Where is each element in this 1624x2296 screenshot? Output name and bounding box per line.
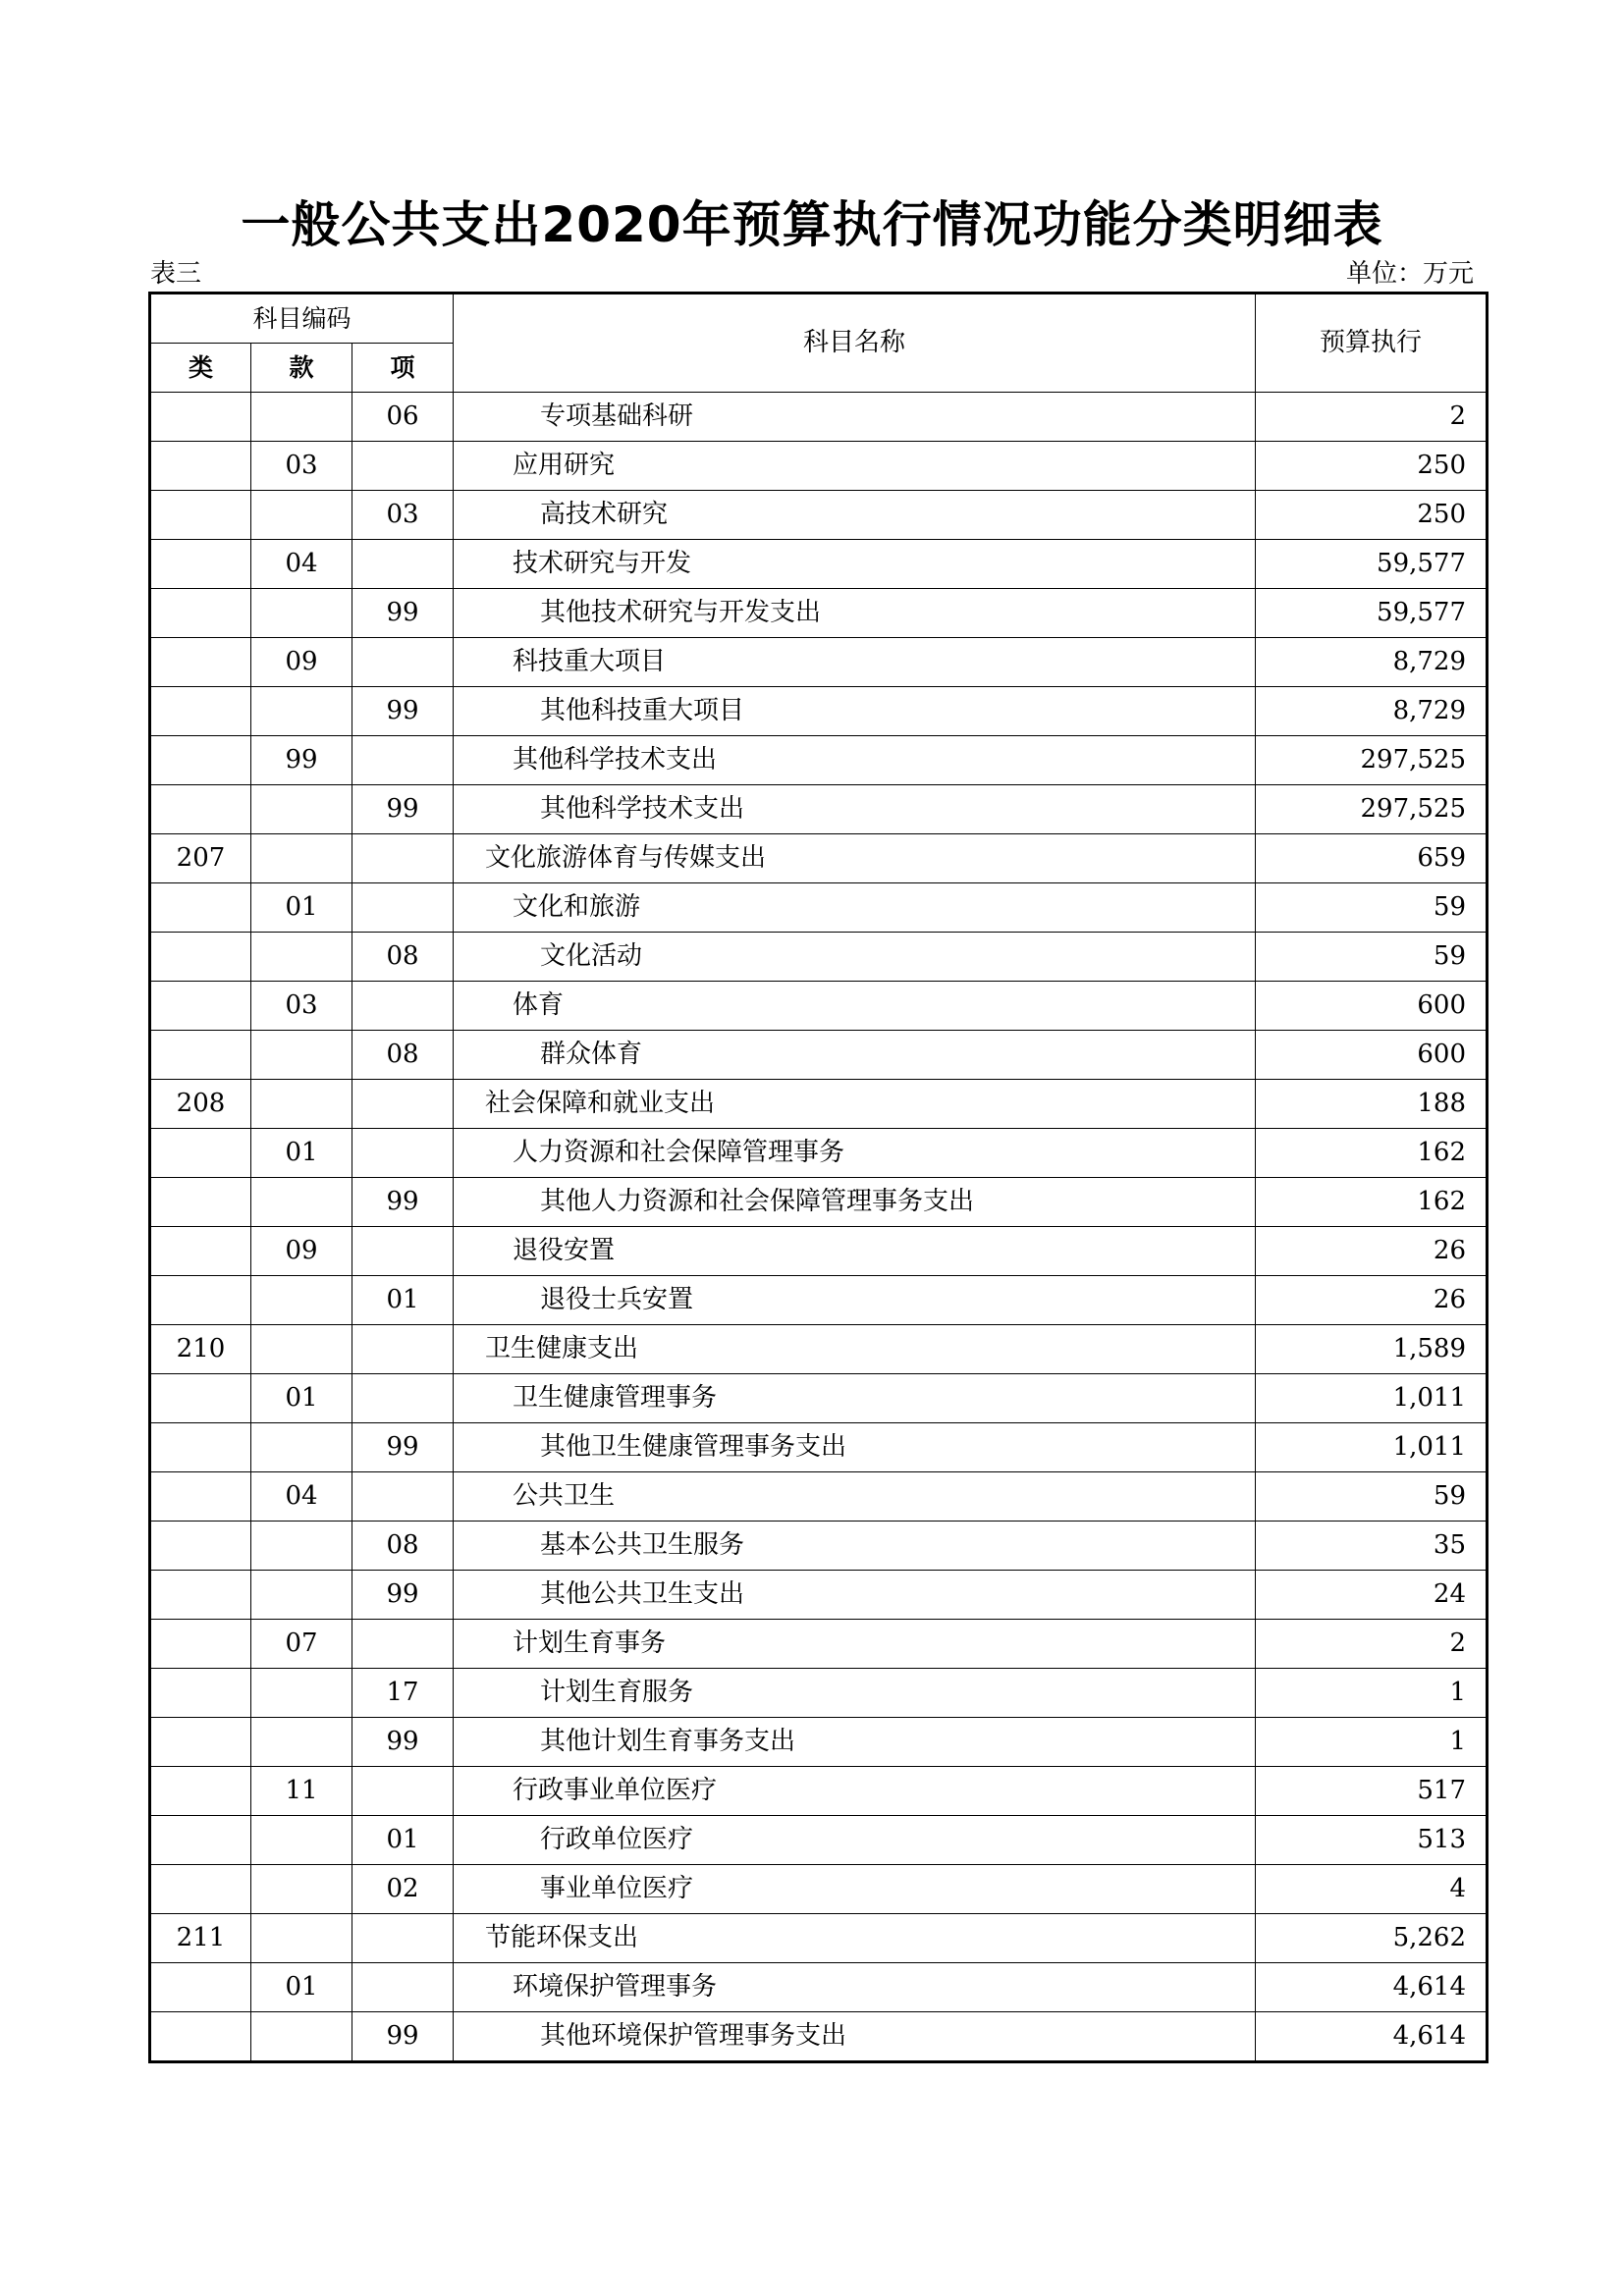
cell-amount: 162 — [1256, 1178, 1488, 1227]
cell-amount: 162 — [1256, 1129, 1488, 1178]
cell-xiang — [352, 1080, 454, 1129]
cell-kuan: 99 — [251, 736, 352, 785]
table-header — [150, 294, 1488, 393]
cell-kuan — [251, 1571, 352, 1620]
cell-name: 其他计划生育事务支出 — [454, 1718, 1256, 1767]
cell-kuan: 01 — [251, 1129, 352, 1178]
cell-kuan — [251, 1865, 352, 1914]
cell-amount: 297,525 — [1256, 785, 1488, 834]
cell-name: 其他科学技术支出 — [454, 736, 1256, 785]
cell-kuan: 01 — [251, 1963, 352, 2012]
table-row — [150, 1129, 1488, 1178]
cell-amount: 59 — [1256, 1472, 1488, 1522]
cell-amount: 59,577 — [1256, 540, 1488, 589]
cell-amount: 2 — [1256, 1620, 1488, 1669]
cell-lei — [150, 1423, 251, 1472]
cell-name: 事业单位医疗 — [454, 1865, 1256, 1914]
cell-xiang: 06 — [352, 393, 454, 442]
cell-xiang: 99 — [352, 2012, 454, 2062]
cell-kuan: 03 — [251, 982, 352, 1031]
cell-xiang: 08 — [352, 1031, 454, 1080]
cell-xiang — [352, 442, 454, 491]
table-row — [150, 1080, 1488, 1129]
cell-lei — [150, 2012, 251, 2062]
cell-lei — [150, 1963, 251, 2012]
cell-name: 卫生健康管理事务 — [454, 1374, 1256, 1423]
cell-xiang — [352, 736, 454, 785]
cell-amount: 24 — [1256, 1571, 1488, 1620]
table-row — [150, 1325, 1488, 1374]
table-row — [150, 442, 1488, 491]
cell-lei — [150, 883, 251, 933]
cell-amount: 59 — [1256, 933, 1488, 982]
cell-amount: 513 — [1256, 1816, 1488, 1865]
cell-amount: 2 — [1256, 393, 1488, 442]
cell-amount: 1,011 — [1256, 1423, 1488, 1472]
cell-amount: 4,614 — [1256, 2012, 1488, 2062]
header-name: 科目名称 — [454, 294, 1256, 393]
cell-amount: 188 — [1256, 1080, 1488, 1129]
cell-xiang: 99 — [352, 589, 454, 638]
cell-lei — [150, 1767, 251, 1816]
cell-amount: 4 — [1256, 1865, 1488, 1914]
table-body — [150, 393, 1488, 2062]
cell-kuan — [251, 1080, 352, 1129]
table-row — [150, 1374, 1488, 1423]
cell-kuan — [251, 785, 352, 834]
table-row — [150, 1718, 1488, 1767]
cell-amount: 1 — [1256, 1718, 1488, 1767]
cell-xiang — [352, 638, 454, 687]
cell-name: 应用研究 — [454, 442, 1256, 491]
cell-lei — [150, 1571, 251, 1620]
table-row — [150, 982, 1488, 1031]
cell-kuan — [251, 1325, 352, 1374]
cell-amount: 659 — [1256, 834, 1488, 883]
cell-xiang: 99 — [352, 1571, 454, 1620]
cell-name: 其他科技重大项目 — [454, 687, 1256, 736]
cell-amount: 5,262 — [1256, 1914, 1488, 1963]
cell-lei — [150, 1276, 251, 1325]
table-row — [150, 1472, 1488, 1522]
cell-lei: 208 — [150, 1080, 251, 1129]
cell-xiang: 01 — [352, 1816, 454, 1865]
cell-name: 技术研究与开发 — [454, 540, 1256, 589]
cell-amount: 59 — [1256, 883, 1488, 933]
table-row — [150, 785, 1488, 834]
cell-lei — [150, 785, 251, 834]
cell-xiang — [352, 1914, 454, 1963]
cell-name: 人力资源和社会保障管理事务 — [454, 1129, 1256, 1178]
table-row — [150, 1178, 1488, 1227]
cell-name: 科技重大项目 — [454, 638, 1256, 687]
table-row — [150, 1620, 1488, 1669]
cell-lei — [150, 1718, 251, 1767]
cell-amount: 26 — [1256, 1276, 1488, 1325]
table-row — [150, 834, 1488, 883]
cell-lei — [150, 982, 251, 1031]
table-row — [150, 687, 1488, 736]
cell-name: 公共卫生 — [454, 1472, 1256, 1522]
table-row — [150, 2012, 1488, 2062]
header-kuan: 款 — [251, 344, 352, 393]
cell-lei — [150, 589, 251, 638]
cell-xiang: 99 — [352, 1423, 454, 1472]
cell-xiang: 03 — [352, 491, 454, 540]
cell-name: 节能环保支出 — [454, 1914, 1256, 1963]
cell-kuan — [251, 589, 352, 638]
cell-xiang — [352, 1963, 454, 2012]
cell-name: 退役士兵安置 — [454, 1276, 1256, 1325]
cell-xiang — [352, 834, 454, 883]
cell-lei — [150, 1031, 251, 1080]
table-row — [150, 638, 1488, 687]
cell-amount: 8,729 — [1256, 638, 1488, 687]
cell-lei — [150, 933, 251, 982]
cell-kuan: 01 — [251, 1374, 352, 1423]
cell-kuan — [251, 1031, 352, 1080]
cell-kuan: 07 — [251, 1620, 352, 1669]
cell-xiang: 99 — [352, 785, 454, 834]
cell-amount: 297,525 — [1256, 736, 1488, 785]
cell-name: 计划生育服务 — [454, 1669, 1256, 1718]
cell-lei — [150, 540, 251, 589]
cell-lei — [150, 638, 251, 687]
table-row — [150, 1767, 1488, 1816]
cell-lei — [150, 1865, 251, 1914]
cell-name: 其他技术研究与开发支出 — [454, 589, 1256, 638]
table-row — [150, 589, 1488, 638]
cell-lei: 211 — [150, 1914, 251, 1963]
cell-kuan — [251, 393, 352, 442]
cell-kuan — [251, 1522, 352, 1571]
unit-label: 单位：万元 — [1345, 259, 1474, 289]
table-row — [150, 1963, 1488, 2012]
cell-name: 社会保障和就业支出 — [454, 1080, 1256, 1129]
table-row — [150, 1669, 1488, 1718]
cell-name: 专项基础科研 — [454, 393, 1256, 442]
cell-name: 其他科学技术支出 — [454, 785, 1256, 834]
cell-xiang — [352, 1325, 454, 1374]
cell-amount: 26 — [1256, 1227, 1488, 1276]
cell-xiang — [352, 1374, 454, 1423]
cell-xiang — [352, 1767, 454, 1816]
cell-name: 群众体育 — [454, 1031, 1256, 1080]
table-row — [150, 1276, 1488, 1325]
table-row — [150, 1571, 1488, 1620]
cell-kuan: 04 — [251, 540, 352, 589]
header-amount: 预算执行 — [1256, 294, 1488, 393]
table-row — [150, 1865, 1488, 1914]
table-row — [150, 491, 1488, 540]
cell-xiang: 08 — [352, 933, 454, 982]
cell-name: 基本公共卫生服务 — [454, 1522, 1256, 1571]
cell-kuan — [251, 1423, 352, 1472]
cell-name: 计划生育事务 — [454, 1620, 1256, 1669]
cell-xiang — [352, 540, 454, 589]
cell-amount: 4,614 — [1256, 1963, 1488, 2012]
cell-lei — [150, 1374, 251, 1423]
cell-lei — [150, 1669, 251, 1718]
cell-amount: 517 — [1256, 1767, 1488, 1816]
cell-name: 高技术研究 — [454, 491, 1256, 540]
table-row — [150, 933, 1488, 982]
cell-name: 文化旅游体育与传媒支出 — [454, 834, 1256, 883]
table-row — [150, 1227, 1488, 1276]
cell-amount: 1 — [1256, 1669, 1488, 1718]
cell-lei — [150, 1522, 251, 1571]
table-row — [150, 736, 1488, 785]
cell-lei — [150, 1129, 251, 1178]
cell-kuan — [251, 834, 352, 883]
cell-name: 文化活动 — [454, 933, 1256, 982]
table-row — [150, 1423, 1488, 1472]
cell-lei — [150, 1816, 251, 1865]
cell-kuan — [251, 687, 352, 736]
header-xiang: 项 — [352, 344, 454, 393]
table-row — [150, 1522, 1488, 1571]
cell-name: 其他环境保护管理事务支出 — [454, 2012, 1256, 2062]
cell-lei — [150, 1227, 251, 1276]
cell-xiang: 99 — [352, 687, 454, 736]
cell-kuan — [251, 933, 352, 982]
cell-amount: 600 — [1256, 1031, 1488, 1080]
cell-name: 体育 — [454, 982, 1256, 1031]
cell-kuan — [251, 1718, 352, 1767]
cell-kuan: 11 — [251, 1767, 352, 1816]
table-label: 表三 — [150, 259, 202, 289]
cell-amount: 600 — [1256, 982, 1488, 1031]
cell-xiang — [352, 982, 454, 1031]
cell-kuan — [251, 491, 352, 540]
cell-lei — [150, 687, 251, 736]
cell-xiang: 02 — [352, 1865, 454, 1914]
cell-xiang — [352, 883, 454, 933]
cell-kuan — [251, 2012, 352, 2062]
cell-lei: 210 — [150, 1325, 251, 1374]
cell-kuan: 03 — [251, 442, 352, 491]
cell-amount: 35 — [1256, 1522, 1488, 1571]
cell-lei — [150, 1178, 251, 1227]
cell-amount: 250 — [1256, 491, 1488, 540]
cell-name: 文化和旅游 — [454, 883, 1256, 933]
cell-kuan — [251, 1914, 352, 1963]
cell-lei — [150, 736, 251, 785]
cell-name: 行政单位医疗 — [454, 1816, 1256, 1865]
cell-amount: 8,729 — [1256, 687, 1488, 736]
cell-kuan — [251, 1669, 352, 1718]
cell-name: 行政事业单位医疗 — [454, 1767, 1256, 1816]
cell-kuan: 04 — [251, 1472, 352, 1522]
table-row — [150, 1914, 1488, 1963]
cell-xiang — [352, 1620, 454, 1669]
cell-kuan — [251, 1178, 352, 1227]
header-code-group: 科目编码 — [150, 294, 454, 344]
cell-lei — [150, 1620, 251, 1669]
cell-lei — [150, 442, 251, 491]
cell-xiang — [352, 1472, 454, 1522]
cell-xiang: 99 — [352, 1718, 454, 1767]
table-row — [150, 540, 1488, 589]
cell-name: 退役安置 — [454, 1227, 1256, 1276]
cell-xiang — [352, 1129, 454, 1178]
cell-lei — [150, 393, 251, 442]
cell-kuan: 09 — [251, 638, 352, 687]
cell-kuan — [251, 1276, 352, 1325]
cell-name: 卫生健康支出 — [454, 1325, 1256, 1374]
cell-name: 其他公共卫生支出 — [454, 1571, 1256, 1620]
cell-lei: 207 — [150, 834, 251, 883]
cell-lei — [150, 1472, 251, 1522]
table-row — [150, 1031, 1488, 1080]
cell-name: 环境保护管理事务 — [454, 1963, 1256, 2012]
cell-amount: 1,589 — [1256, 1325, 1488, 1374]
page-title: 一般公共支出2020年预算执行情况功能分类明细表 — [241, 196, 1383, 253]
cell-xiang — [352, 1227, 454, 1276]
cell-kuan: 01 — [251, 883, 352, 933]
cell-xiang: 99 — [352, 1178, 454, 1227]
cell-xiang: 08 — [352, 1522, 454, 1571]
cell-kuan: 09 — [251, 1227, 352, 1276]
cell-name: 其他人力资源和社会保障管理事务支出 — [454, 1178, 1256, 1227]
table-row — [150, 883, 1488, 933]
cell-amount: 250 — [1256, 442, 1488, 491]
header-lei: 类 — [150, 344, 251, 393]
cell-amount: 59,577 — [1256, 589, 1488, 638]
table-row — [150, 1816, 1488, 1865]
cell-kuan — [251, 1816, 352, 1865]
cell-lei — [150, 491, 251, 540]
budget-table — [148, 292, 1489, 2063]
cell-amount: 1,011 — [1256, 1374, 1488, 1423]
cell-xiang: 17 — [352, 1669, 454, 1718]
cell-xiang: 01 — [352, 1276, 454, 1325]
table-row — [150, 393, 1488, 442]
cell-name: 其他卫生健康管理事务支出 — [454, 1423, 1256, 1472]
